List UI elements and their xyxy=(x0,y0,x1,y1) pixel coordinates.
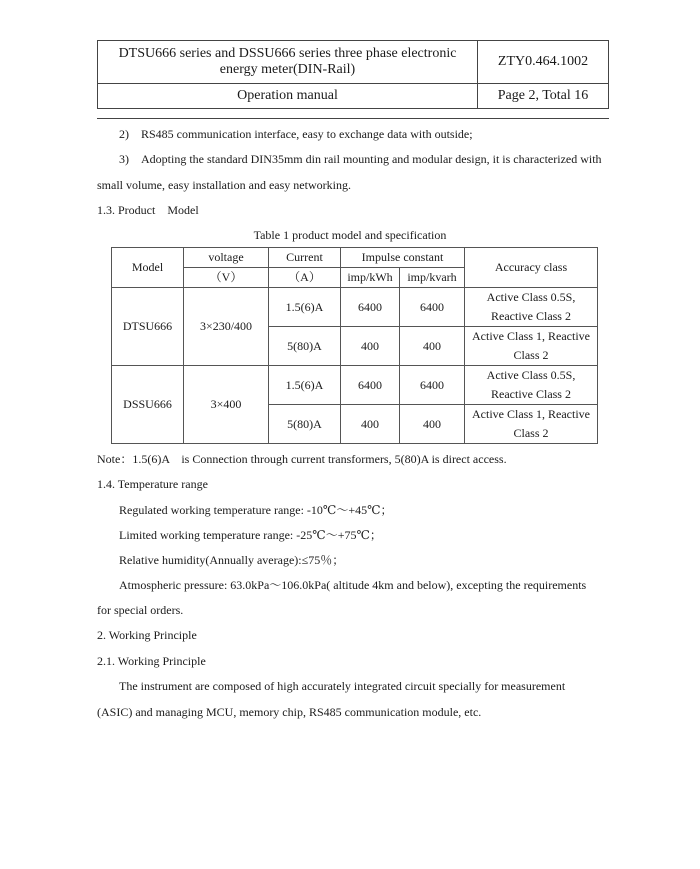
pressure-line1: Atmospheric pressure: 63.0kPa～106.0kPa( altitude 4km and below), excepting the requirements xyxy=(119,578,587,592)
table-row xyxy=(112,366,598,405)
cell-accuracy-line2: Reactive Class 2 xyxy=(491,387,571,401)
section-heading-product-model: 1.3. Product Model xyxy=(97,203,199,217)
document-subtitle: Operation manual xyxy=(98,84,478,109)
temp-limited: Limited working temperature range: -25℃～+75℃； xyxy=(119,528,382,542)
cell-accuracy xyxy=(465,405,598,444)
cell-current: 5(80)A xyxy=(269,327,341,366)
list-item-din-line2: small volume, easy installation and easy networking. xyxy=(97,178,351,192)
header-divider xyxy=(97,118,609,119)
cell-accuracy-line1: Active Class 1, Reactive xyxy=(472,329,590,343)
section-heading-temperature: 1.4. Temperature range xyxy=(97,477,208,491)
cell-accuracy-line2: Class 2 xyxy=(513,348,549,362)
section-subheading-working-principle: 2.1. Working Principle xyxy=(97,654,206,668)
document-title-line1: DTSU666 series and DSSU666 series three phase electronic xyxy=(118,46,457,61)
header-model: Model xyxy=(112,248,184,288)
cell-imp-kwh: 6400 xyxy=(341,288,400,327)
cell-imp-kvarh: 6400 xyxy=(400,288,465,327)
header-voltage: voltage xyxy=(184,248,269,268)
cell-imp-kwh: 400 xyxy=(341,405,400,444)
header-current: Current xyxy=(269,248,341,268)
principle-line1: The instrument are composed of high accurately integrated circuit specially for measurement xyxy=(119,679,566,693)
page-info: Page 2, Total 16 xyxy=(478,84,609,109)
principle-line2: (ASIC) and managing MCU, memory chip, RS485 communication module, etc. xyxy=(97,705,482,719)
cell-accuracy xyxy=(465,366,598,405)
cell-voltage: 3×400 xyxy=(184,366,269,444)
header-imp-kwh: imp/kWh xyxy=(341,268,400,288)
header-voltage-unit: （V） xyxy=(184,268,269,288)
temp-regulated: Regulated working temperature range: -10℃～+45℃； xyxy=(119,503,393,517)
header-imp-kvarh: imp/kvarh xyxy=(400,268,465,288)
cell-imp-kvarh: 400 xyxy=(400,405,465,444)
table-row xyxy=(112,288,598,327)
header-impulse: Impulse constant xyxy=(341,248,465,268)
cell-imp-kwh: 400 xyxy=(341,327,400,366)
cell-current: 5(80)A xyxy=(269,405,341,444)
document-header xyxy=(97,40,609,109)
pressure-line2: for special orders. xyxy=(97,603,184,617)
cell-accuracy-line1: Active Class 0.5S, xyxy=(486,368,576,382)
cell-accuracy-line1: Active Class 0.5S, xyxy=(486,290,576,304)
section-heading-working-principle: 2. Working Principle xyxy=(97,628,197,642)
cell-model: DTSU666 xyxy=(112,288,184,366)
cell-current: 1.5(6)A xyxy=(269,366,341,405)
document-title-line2: energy meter(DIN-Rail) xyxy=(219,62,356,77)
cell-accuracy xyxy=(465,327,598,366)
list-item-rs485: 2) RS485 communication interface, easy to exchange data with outside; xyxy=(119,127,473,141)
cell-imp-kvarh: 400 xyxy=(400,327,465,366)
table-note: Note：1.5(6)A is Connection through current transformers, 5(80)A is direct access. xyxy=(97,452,507,466)
cell-model: DSSU666 xyxy=(112,366,184,444)
spec-table xyxy=(111,247,598,444)
cell-accuracy-line1: Active Class 1, Reactive xyxy=(472,407,590,421)
header-accuracy: Accuracy class xyxy=(465,248,598,288)
table-caption: Table 1 product model and specification xyxy=(253,228,447,242)
cell-imp-kwh: 6400 xyxy=(341,366,400,405)
cell-voltage: 3×230/400 xyxy=(184,288,269,366)
cell-accuracy-line2: Reactive Class 2 xyxy=(491,309,571,323)
cell-accuracy-line2: Class 2 xyxy=(513,426,549,440)
header-current-unit: （A） xyxy=(269,268,341,288)
document-code: ZTY0.464.1002 xyxy=(478,41,609,84)
list-item-din-line1: 3) Adopting the standard DIN35mm din rail mounting and modular design, it is characterized with xyxy=(119,152,602,166)
cell-accuracy xyxy=(465,288,598,327)
document-title xyxy=(98,41,478,84)
cell-imp-kvarh: 6400 xyxy=(400,366,465,405)
humidity: Relative humidity(Annually average):≤75％； xyxy=(119,553,345,567)
cell-current: 1.5(6)A xyxy=(269,288,341,327)
